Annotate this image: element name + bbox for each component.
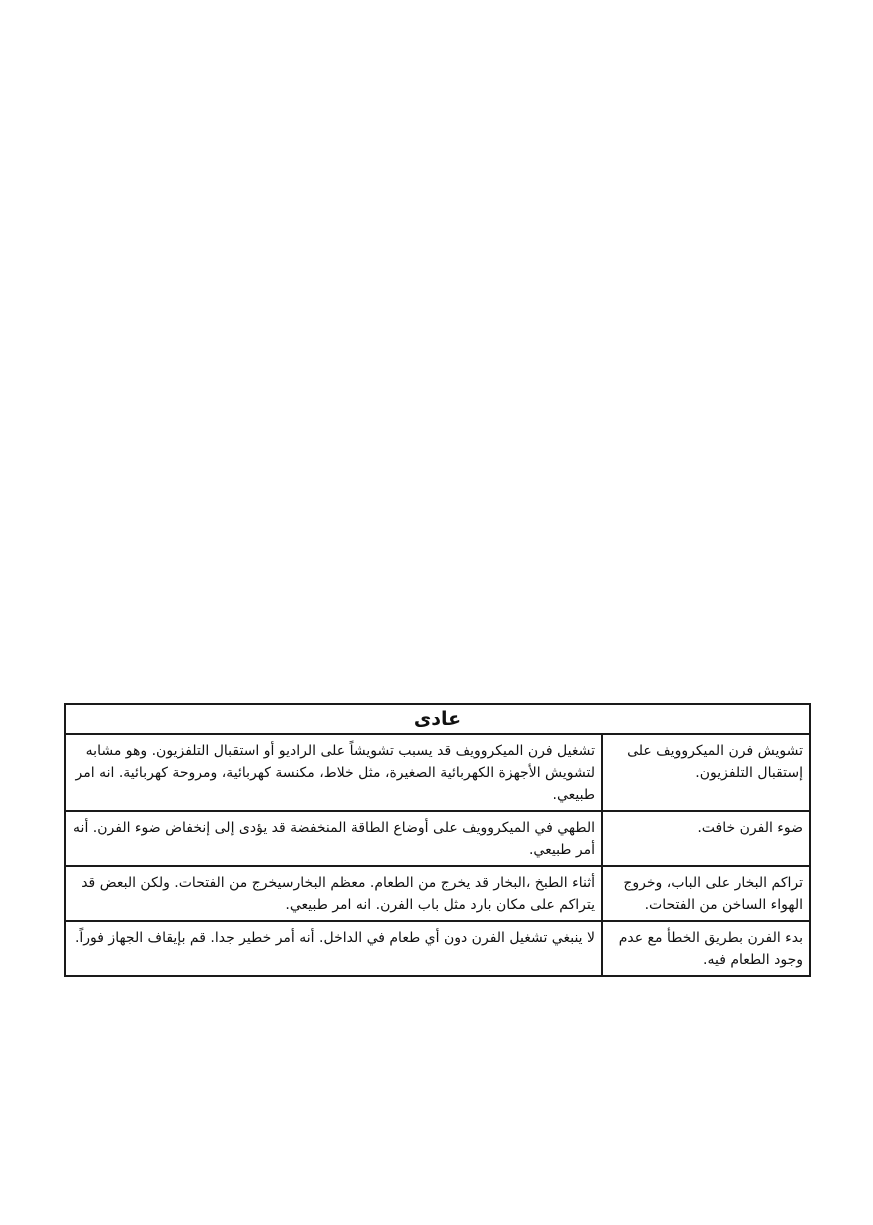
explanation-cell: تشغيل فرن الميكروويف قد يسبب تشويشاً على الراديو أو استقبال التلفزيون. وهو مشابه لتشويش الأجهزة الكهربائية الصغيرة، مثل خلاط، مكنسة كهربائية، ومروحة كهربائية. انه امر طبيعي. [65, 734, 602, 811]
problem-cell: ضوء الفرن خافت. [602, 811, 810, 866]
troubleshooting-table [64, 703, 811, 977]
explanation-cell: لا ينبغي تشغيل الفرن دون أي طعام في الداخل. أنه أمر خطير جدا. قم بإيقاف الجهاز فوراً. [65, 921, 602, 976]
problem-cell: بدء الفرن بطريق الخطأ مع عدم وجود الطعام فيه. [602, 921, 810, 976]
table-header-row [65, 704, 810, 734]
explanation-cell: الطهي في الميكروويف على أوضاع الطاقة المنخفضة قد يؤدى إلى إنخفاض ضوء الفرن. أنه أمر طبيعي. [65, 811, 602, 866]
table-row [65, 921, 810, 976]
problem-cell: تراكم البخار على الباب، وخروج الهواء الساخن من الفتحات. [602, 866, 810, 921]
explanation-cell: أثناء الطبخ ،البخار قد يخرج من الطعام. معظم البخارسيخرج من الفتحات. ولكن البعض قد يتراكم على مكان بارد مثل باب الفرن. انه امر طبيعي. [65, 866, 602, 921]
table-row [65, 866, 810, 921]
table-header-normal: عادى [65, 704, 810, 734]
problem-cell: تشويش فرن الميكروويف على إستقبال التلفزيون. [602, 734, 810, 811]
table-row [65, 734, 810, 811]
table-row [65, 811, 810, 866]
